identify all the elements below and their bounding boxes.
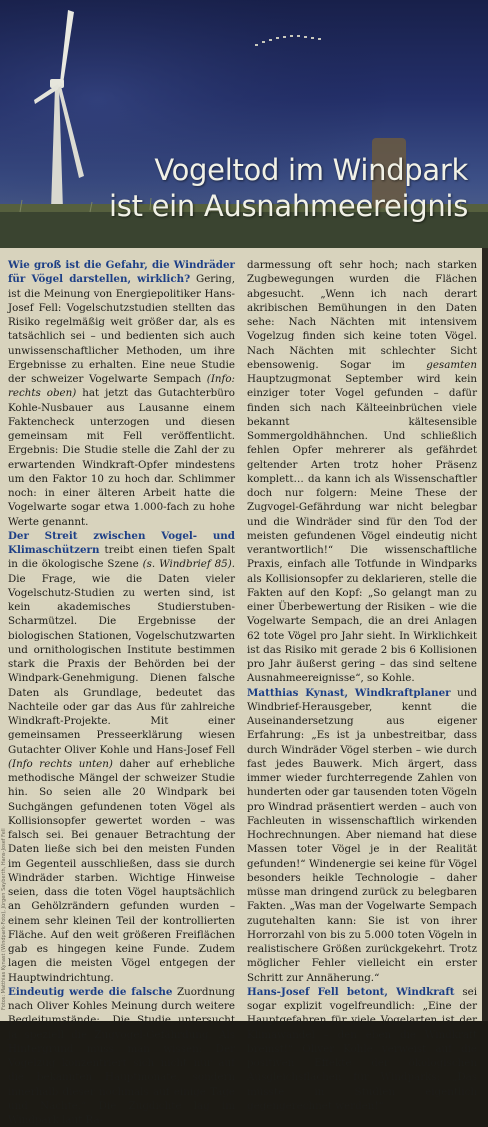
paragraph [247, 258, 477, 686]
lead-in: Wie groß ist die Gefahr, die Windräder für Vögel darstellen, wirklich? [8, 259, 235, 286]
paragraph [8, 985, 235, 1127]
body-text: und Windbrief-Herausgeber, kennt die Auseinandersetzung aus eigener Erfahrung: „Es ist ja unbestreitbar, dass durch Windräder Vögel sterben – wie durch fast jedes Bauwerk. Mich ärgert, dass immer wieder furchterregende Zahlen von hunderten oder gar tausenden toten Vögeln pro Windrad präsentiert werden – auch von Fachleuten in wissenschaftlich wirkenden Hochrechnungen. Aber niemand hat diese Massen toter Vögel je in der Realität gefunden!“ Windenergie sei keine für Vögel besonders heikle Technologie – daher müsse man dringend zurück zu belegbaren Fakten. „Was man der Vogelwarte Sempach zugutehalten kann: Sie ist von ihrer Horrorzahl von bis zu 5.000 toten Vögeln in realistischere Größen zurückgekehrt. Trotz möglicher Fehler vielleicht ein erster Schritt zur Annäherung.“ [247, 686, 478, 984]
body-text: sei sogar explizit vogelfreundlich: „Eine der Hauptgefahren für viele Vogelarten ist der Klimawandel – den eben die Windkraft bremst!“ Oliver Kohle verweist auf die positiven Effekte der ökologischen Ausgleichsflächen für Windparks: „Das müsste in Studien eigentlich gegengerechnet werden!“ [247, 985, 477, 1112]
windbrief-ref: (s. Windbrief 85). [142, 558, 235, 571]
emphasis: gesamten [426, 358, 477, 371]
info-ref: (Info rechts unten) [8, 757, 113, 770]
lead-in: Hans-Josef Fell betont, Windkraft [247, 985, 455, 998]
info-ref: (Info: rechts oben) [8, 373, 235, 400]
lead-in: Eindeutig werde die falsche [8, 985, 173, 998]
body-text: darmessung oft sehr hoch; nach starken Zugbewegungen wurden die Flächen abgesucht. „Wenn ich nach derart akribischen Bemühungen in den Daten sehe: Nach Nächten mit intensivem Vogelzug finden sich keine toten Vögel. Nach Nächten mit schlechter Sicht ebensowenig. Sogar im [247, 259, 477, 371]
left-column [8, 258, 235, 1127]
body-text: daher auf erhebliche methodische Mängel der schweizer Studie hin. So seien alle 20 Windpark bei Suchgängen gefundenen toten Vögel als Kollisionsopfer gewertet worden – was falsch sei. Bei genauer Betrachtung der Daten ließe sich bei den meisten Funden im Gegenteil ausschließen, dass sie durch Windräder starben. Wichtige Hinweise seien, dass die toten Vögel hauptsächlich an Gehölzrändern gefunden wurden – einem sehr kleinen Teil der kontrollierten Fläche. Auf den weit größeren Freiflächen gab es hingegen keine Funde. Zudem lagen die meisten Vögel entgegen der Hauptwindrichtung. [8, 757, 235, 984]
hero-photo [0, 0, 488, 248]
paragraph [8, 258, 235, 529]
body-text: treibt einen tiefen Spalt in die ökologische Szene [8, 544, 235, 571]
body-text: Zuordnung nach Oliver Kohles Meinung durch weitere Begleitumstände: „Die Studie untersucht ja speziell die Zugvogel-Gefährdung. Als Hintergrund muss man wissen: Der Vogelzug konzentriert sich nicht nur auf die bekannten Hauptmonate, sondern innerhalb dieser nochmals auf einige Tage und Nächte.“ Die Zugdichte lag im Windpark laut Ra- [8, 985, 235, 1126]
lead-in: Matthias Kynast, Windkraftplaner [247, 686, 451, 699]
lead-in: Der Streit zwischen Vogel- und Klimaschützern [8, 529, 235, 556]
article-body [0, 252, 488, 1126]
headline-line-2: ist ein Ausnahmeereignis [109, 189, 468, 223]
right-column [247, 258, 477, 1113]
photo-credit: Fotos: Matthias Kynast (Windpark-Foto), Jürgen Sayberth, Hans-Josef Fell [1, 828, 7, 1010]
paragraph [247, 985, 477, 1113]
article-headline [109, 152, 468, 224]
headline-line-1: Vogeltod im Windpark [154, 153, 468, 187]
body-text: Die Frage, wie die Daten vieler Vogelschutz-Studien zu werten sind, ist kein akademisches Studierstuben-Scharmützel. Die Ergebnisse der biologischen Stationen, Vogelschutzwarten und ornithologischen Institute bestimmen stark die Praxis der Behörden bei der Windpark-Genehmigung. Dienen falsche Daten als Grundlage, bedeutet das Nachteile oder gar das Aus für zahlreiche Windkraft-Projekte. Mit einer gemeinsamen Presseerklärung wiesen Gutachter Oliver Kohle und Hans-Josef Fell [8, 572, 235, 756]
page-edge [482, 248, 488, 1021]
paragraph [247, 686, 477, 985]
body-text: Gering, ist die Meinung von Energiepolitiker Hans-Josef Fell: Vogelschutzstudien stellten das Risiko regelmäßig weit größer dar, als es tatsächlich sei – und bedienten sich auch unwissenschaftlicher Methoden, um ihre Ergebnisse zu erhalten. Eine neue Studie der schweizer Vogelwarte Sempach [8, 273, 235, 385]
body-text: hat jetzt das Gutachterbüro Kohle-Nusbauer aus Lausanne einem Faktencheck unterzogen und diesen gemeinsam mit Fell veröffentlicht. Ergebnis: Die Studie stelle die Zahl der zu erwartenden Windkraft-Opfer mindestens um den Faktor 10 zu hoch dar. Schlimmer noch: in einer älteren Arbeit hatte die Vogelwarte sogar etwa 1.000-fach zu hohe Werte genannt. [8, 387, 235, 528]
body-text: Hauptzugmonat September wird kein einziger toter Vogel gefunden – dafür finden sich nach Kälteeinbrüchen viele bekannt kältesensible Sommergoldhähnchen. Und schließlich fehlen Opfer mehrerer als gefährdet geltender Arten trotz hoher Präsenz komplett… da kann ich als Wissenschaftler doch nur folgern: Meine These der Zugvogel-Gefährdung war nicht belegbar und die Windräder sind für den Tod der meisten gefundenen Vögel eindeutig nicht verantwortlich!“ Die wissenschaftliche Praxis, einfach alle Totfunde in Windparks als Kollisionsopfer zu deklarieren, stelle die Fakten auf den Kopf: „So gelangt man zu einer Überbewertung der Risiken – wie die Vogelwarte Sempach, die an drei Anlagen 62 tote Vögel pro Jahr sieht. In Wirklichkeit ist das Risiko mit gerade 2 bis 6 Kollisionen pro Jahr äußerst gering – das sind seltene Ausnahmeereignisse“, so Kohle. [247, 373, 477, 685]
paragraph [8, 529, 235, 985]
